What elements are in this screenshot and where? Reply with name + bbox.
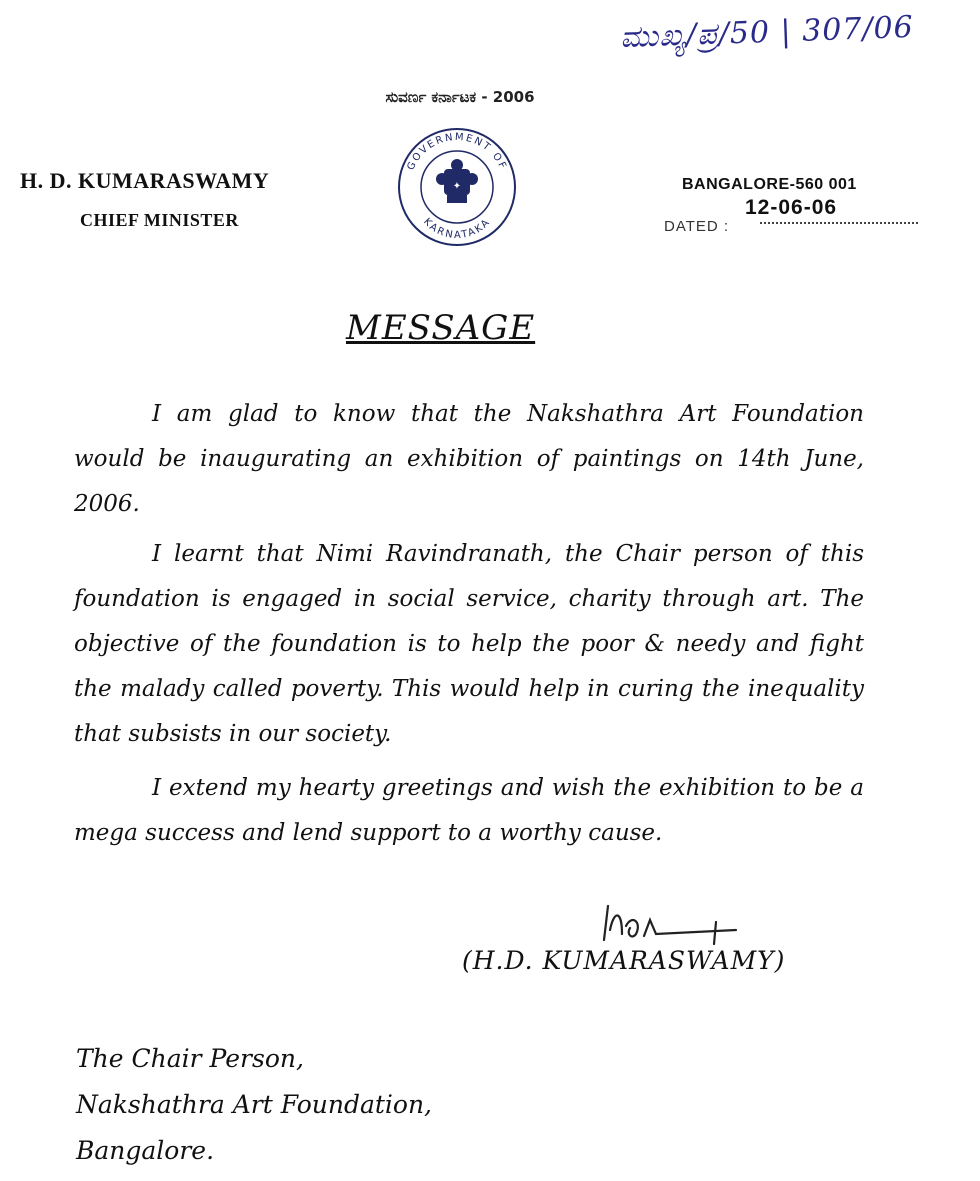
sender-title: CHIEF MINISTER [80,210,239,230]
paragraph-2: I learnt that Nimi Ravindranath, the Chair person of this foundation is engaged in social service, charity through art. The objective of the foundation is to help the poor & needy and fight the malady called poverty. This would help in curing the inequality that subsists in our society. [74,541,864,747]
government-seal [392,125,522,250]
reference-number: ಮುಖ್ಯ/ಪ್ರ/50 | 307/06 [619,9,915,56]
svg-text:KARNATAKA [421,216,493,241]
date-dotted-line [760,222,918,224]
date-label: DATED : [664,218,730,235]
addressee-block [76,1036,432,1174]
message-heading: MESSAGE [346,308,536,348]
paragraph-1: I am glad to know that the Nakshathra Art Foundation would be inaugurating an exhibition of paintings on 14th June, 2006. [74,401,864,517]
emblem-icon [392,125,522,250]
seal-text-bottom: KARNATAKA [421,216,493,242]
seal-text-top: GOVERNMENT OF [405,131,509,173]
addressee-line-3: Bangalore. [76,1136,215,1165]
svg-text:✦: ✦ [452,181,462,192]
paragraph-3: I extend my hearty greetings and wish the exhibition to be a mega success and lend support to a worthy cause. [74,775,864,846]
addressee-line-1: The Chair Person, [76,1044,304,1073]
sender-name: H. D. KUMARASWAMY [20,168,270,193]
addressee-line-2: Nakshathra Art Foundation, [76,1090,432,1119]
anniversary-header: ಸುವರ್ಣ ಕರ್ನಾಟಕ - 2006 [385,88,535,106]
date-value: 12-06-06 [745,196,838,219]
address-city: BANGALORE-560 001 [682,176,857,193]
signatory-name: (H.D. KUMARASWAMY) [462,946,786,975]
